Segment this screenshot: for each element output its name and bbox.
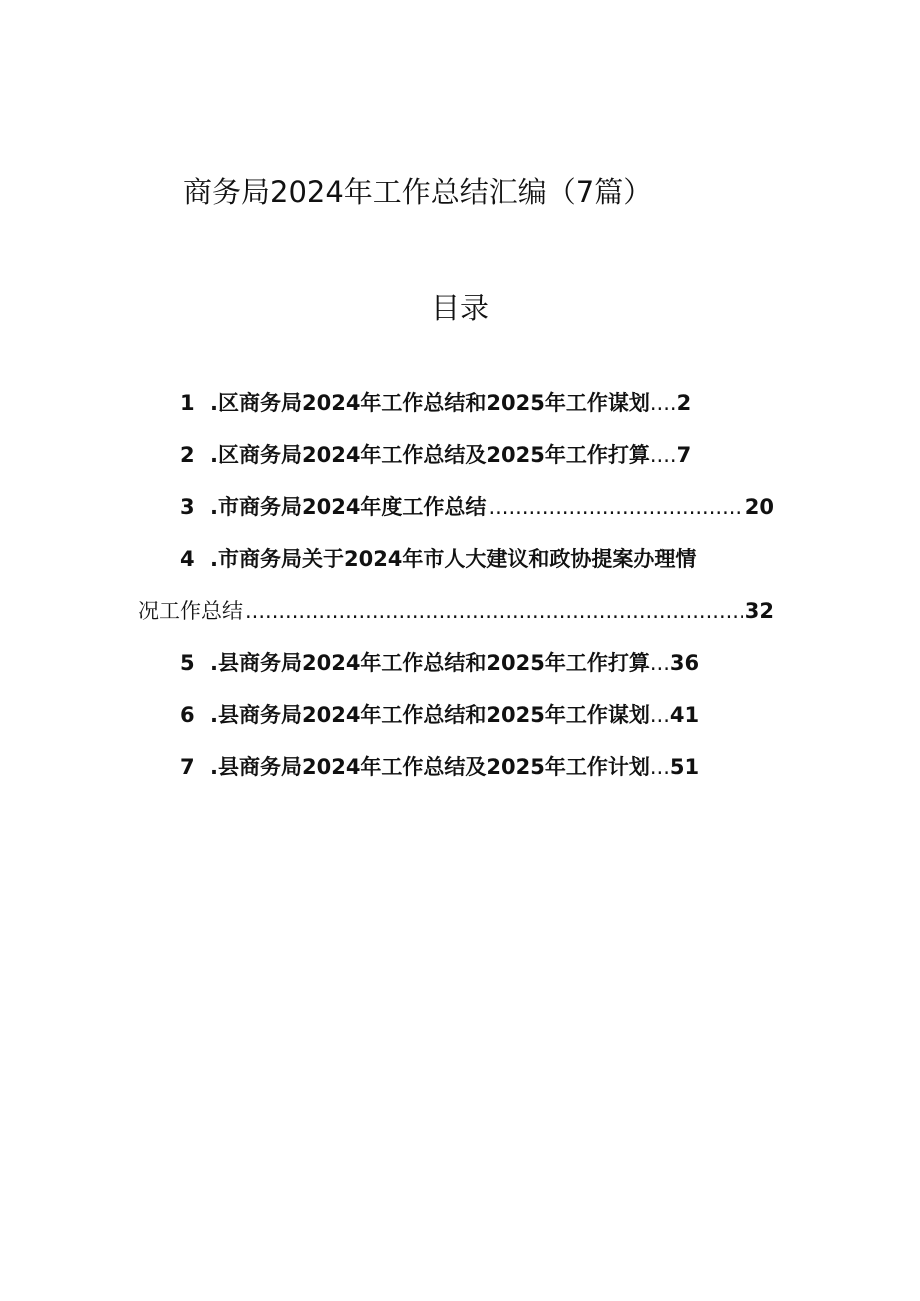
toc-entry-2[interactable] [180, 440, 691, 470]
toc-entry-leader: .... [649, 443, 677, 467]
toc-entry-page: 51 [669, 755, 700, 779]
toc-entry-6[interactable] [180, 700, 699, 730]
toc-entry-7[interactable] [180, 752, 699, 782]
toc-entry-text: .区商务局2024年工作总结和2025年工作谋划 [210, 391, 650, 415]
toc-entry-text: .县商务局2024年工作总结及2025年工作计划 [210, 755, 650, 779]
toc-entry-page: 2 [676, 391, 692, 415]
toc-entry-number: 7 [180, 755, 195, 779]
toc-entry-number: 1 [180, 391, 195, 415]
toc-entry-number: 3 [180, 495, 195, 519]
toc-entry-5[interactable] [180, 648, 699, 678]
toc-entry-page: 41 [669, 703, 700, 727]
toc-entry-3[interactable] [180, 492, 774, 522]
toc-entry-text-continuation: 况工作总结 [138, 599, 243, 623]
toc-entry-text: .区商务局2024年工作总结及2025年工作打算 [210, 443, 650, 467]
toc-entry-leader: ... [649, 703, 670, 727]
toc-entry-1[interactable] [180, 388, 691, 418]
toc-entry-text: .县商务局2024年工作总结和2025年工作打算 [210, 651, 650, 675]
toc-entry-leader: ... [649, 651, 670, 675]
toc-entry-leader: ... [649, 755, 670, 779]
toc-entry-number: 2 [180, 443, 195, 467]
toc-entry-leader [488, 492, 742, 522]
toc-entry-number: 5 [180, 651, 195, 675]
toc-entry-4-continuation[interactable] [138, 596, 774, 626]
toc-entry-page: 7 [676, 443, 692, 467]
toc-entry-4[interactable] [180, 544, 696, 574]
toc-entry-page: 20 [744, 495, 774, 519]
toc-entry-leader: .... [649, 391, 677, 415]
toc-entry-number: 6 [180, 703, 195, 727]
toc-entry-text: .市商务局关于2024年市人大建议和政协提案办理情 [210, 547, 697, 571]
toc-entry-text: .县商务局2024年工作总结和2025年工作谋划 [210, 703, 650, 727]
document-title: 商务局2024年工作总结汇编（7篇） [183, 175, 653, 209]
toc-entry-page: 32 [744, 599, 774, 623]
toc-entry-page: 36 [669, 651, 700, 675]
toc-entry-number: 4 [180, 547, 195, 571]
toc-heading: 目录 [430, 291, 489, 325]
toc-entry-leader [245, 596, 743, 626]
toc-entry-text: .市商务局2024年度工作总结 [210, 495, 487, 519]
